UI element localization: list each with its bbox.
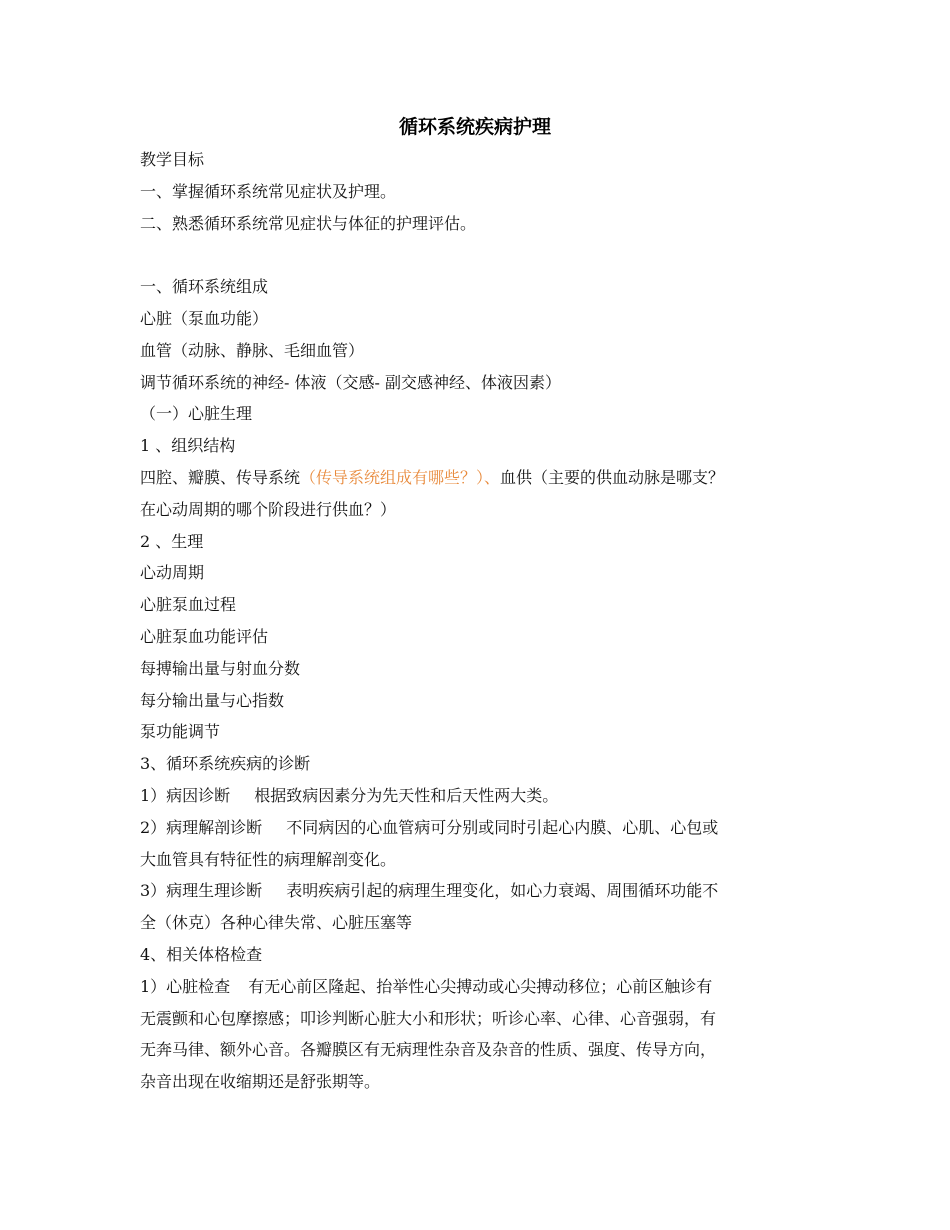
structure-question: （传导系统组成有哪些？）、 xyxy=(300,467,501,487)
component-regulation: 调节循环系统的神经- 体液（交感- 副交感神经、体液因素） xyxy=(140,372,561,392)
item-heading: 2 、生理 xyxy=(140,531,204,551)
item-heading: 3、循环系统疾病的诊断 xyxy=(140,754,311,774)
physiology-item: 每搏输出量与射血分数 xyxy=(140,658,301,678)
structure-continuation: 在心动周期的哪个阶段进行供血？） xyxy=(140,499,397,519)
diagnosis-label: 1）病因诊断 xyxy=(140,785,231,805)
diagnosis-text: 不同病因的心血管病可分别或同时引起心内膜、心肌、心包或 xyxy=(286,817,719,837)
section-heading: 一、循环系统组成 xyxy=(140,277,269,297)
diagnosis-continuation: 全（休克）各种心律失常、心脏压塞等 xyxy=(140,913,413,933)
diagnosis-label: 2）病理解剖诊断 xyxy=(140,817,263,837)
physiology-item: 心脏泵血功能评估 xyxy=(140,626,269,646)
objective-item: 二、熟悉循环系统常见症状与体征的护理评估。 xyxy=(140,213,477,233)
structure-text: 四腔、瓣膜、传导系统 xyxy=(140,467,301,487)
subsection-heading: （一）心脏生理 xyxy=(140,404,253,424)
component-heart: 心脏（泵血功能） xyxy=(140,308,269,328)
item-heading: 4、相关体格检查 xyxy=(140,944,263,964)
diagnosis-text: 表明疾病引起的病理生理变化，如心力衰竭、周围循环功能不 xyxy=(286,881,719,901)
physiology-item: 泵功能调节 xyxy=(140,722,221,742)
exam-label: 1）心脏检查 xyxy=(140,976,231,996)
exam-continuation: 杂音出现在收缩期还是舒张期等。 xyxy=(140,1072,381,1092)
component-vessels: 血管（动脉、静脉、毛细血管） xyxy=(140,340,365,360)
objectives-heading: 教学目标 xyxy=(140,150,205,169)
physiology-item: 每分输出量与心指数 xyxy=(140,690,285,710)
item-heading: 1 、组织结构 xyxy=(140,436,236,456)
diagnosis-line xyxy=(140,875,830,907)
physiology-item: 心脏泵血过程 xyxy=(140,595,237,615)
structure-text-post: 血供（主要的供血动脉是哪支？ xyxy=(500,467,725,487)
exam-line xyxy=(140,971,830,1003)
diagnosis-label: 3）病理生理诊断 xyxy=(140,881,263,901)
exam-continuation: 无震颤和心包摩擦感；叩诊判断心脏大小和形状；听诊心率、心律、心音强弱，有 xyxy=(140,1008,717,1028)
diagnosis-text: 根据致病因素分为先天性和后天性两大类。 xyxy=(254,785,559,805)
objective-item: 一、掌握循环系统常见症状及护理。 xyxy=(140,181,397,201)
diagnosis-line xyxy=(140,812,830,844)
exam-text: 有无心前区隆起、抬举性心尖搏动或心尖搏动移位；心前区触诊有 xyxy=(248,976,713,996)
structure-line xyxy=(140,462,830,494)
diagnosis-continuation: 大血管具有特征性的病理解剖变化。 xyxy=(140,849,397,869)
exam-continuation: 无奔马律、额外心音。各瓣膜区有无病理性杂音及杂音的性质、强度、传导方向， xyxy=(140,1040,717,1060)
blank-line xyxy=(140,239,830,271)
page-title: 循环系统疾病护理 xyxy=(398,116,551,138)
physiology-item: 心动周期 xyxy=(140,563,205,583)
diagnosis-line xyxy=(140,780,830,812)
document-body xyxy=(140,144,830,1098)
